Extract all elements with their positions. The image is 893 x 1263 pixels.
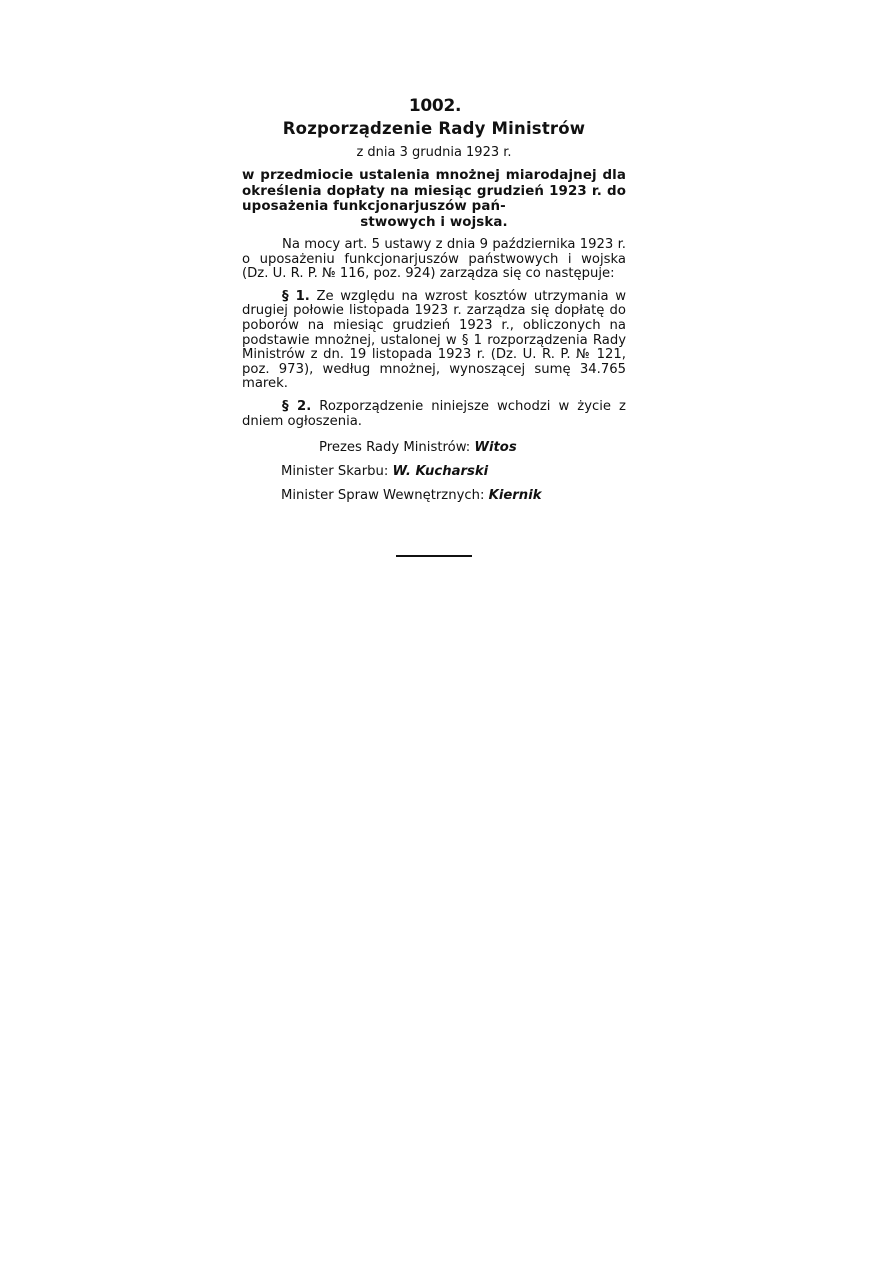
document-date: z dnia 3 grudnia 1923 r. — [356, 145, 512, 160]
signature-treasury-minister — [242, 463, 626, 481]
section-2-label: § 2. — [282, 398, 312, 414]
signature-name: Kiernik — [488, 488, 542, 504]
signature-interior-minister — [242, 487, 626, 505]
preamble-text: Na mocy art. 5 ustawy z dnia 9 października 1923 r. o uposażeniu funkcjonarjuszów państwowych i wojska (Dz. U. R. P. № 116, poz. 924) zarządza się co następuje: — [242, 237, 626, 282]
section-2 — [242, 400, 626, 429]
signature-name: Witos — [474, 440, 517, 456]
document-title: Rozporządzenie Rady Ministrów — [282, 119, 586, 138]
preamble — [242, 238, 626, 282]
signature-role: Minister Skarbu: — [281, 464, 389, 480]
section-2-text: Rozporządzenie niniejsze wchodzi w życie z dniem ogłoszenia. — [242, 398, 626, 429]
end-rule-divider — [396, 555, 472, 557]
document-page — [242, 96, 626, 505]
document-number: 1002. — [408, 96, 462, 116]
subject-last-line: stwowych i wojska. — [360, 214, 508, 230]
section-1-label: § 1. — [282, 288, 310, 304]
section-1 — [242, 290, 626, 392]
signature-role: Minister Spraw Wewnętrznych: — [281, 488, 485, 504]
signature-role: Prezes Rady Ministrów: — [319, 440, 471, 456]
section-1-text: Ze względu na wzrost kosztów utrzymania w drugiej połowie listopada 1923 r. zarządza się dopłatę do poborów na miesiąc grudzień 1923 r., obliczonych na podstawie mnożnej, ustalonej w § 1 rozporządzenia Rady Ministrów z dn. 19 listopada 1923 r. (Dz. U. R. P. № 121, poz. 973), według mnożnej, wynoszącej sumę 34.765 marek. — [242, 288, 626, 392]
document-subject — [242, 168, 626, 230]
signature-name: W. Kucharski — [392, 464, 489, 480]
signature-prime-minister — [242, 439, 626, 457]
subject-main: w przedmiocie ustalenia mnożnej miarodajnej dla określenia dopłaty na miesiąc grudzień 1923 r. do uposażenia funkcjonarjuszów pań- — [242, 168, 626, 214]
